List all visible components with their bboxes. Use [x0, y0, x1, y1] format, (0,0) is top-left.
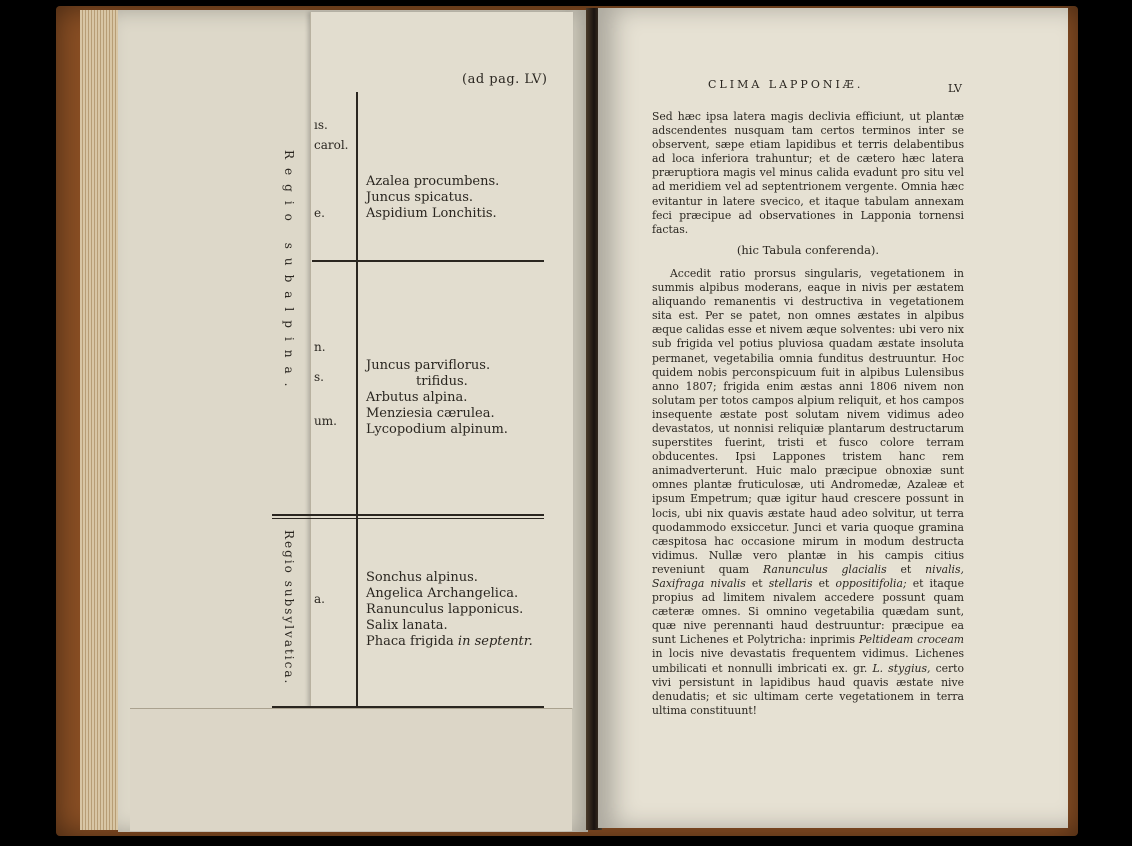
plant-name: trifidus. [416, 374, 468, 389]
table-row-rule [312, 260, 544, 262]
plant-name: Angelica Archangelica. [366, 586, 519, 601]
plant-name: Ranunculus lapponicus. [366, 602, 524, 617]
region-label-subsylvatica: Regio subsylvatica. [282, 530, 296, 686]
cut-fragment: n. [314, 340, 326, 354]
table-bottom-rule [272, 706, 544, 708]
paragraph-2: Accedit ratio prorsus singularis, vegetationem in summis alpibus moderans, eaque in nivis per æstatem aliquando remanentis vi destructiva in vegetationem sita est. Per se patet, non omnes æstates in alpibus æque calidas esse et nivem æque solventes: ubi vero nix sub frigida vel potius pluviosa quadam æstate insoluta permanet, vegetabilia omnia funditus destruuntur. Hoc quidem nobis perconspicuum fuit in alpibus Lulensibus anno 1807; frigida enim æstas anni 1806 nivem non solutam per totos campos alpium reliquit, et hos campos insequente æstate post solutam nivem vidimus adeo devastatos, ut nonnisi reliquiæ plantarum destructarum superstites fuerint, tristi et fusco colore terram obducentes. Ipsi Lappones tristem hanc rem animadverterunt. Huic malo præcipue obnoxiæ sunt omnes plantæ fruticulosæ, uti Andromedæ, Azaleæ et ipsum Empetrum; quæ igitur haud crescere possunt in locis, ubi nix quavis æstate haud adeo solvitur, ut terra quodammodo exsiccetur. Junci et varia quoque gramina cæspitosa hac occasione mirum in modum destructa vidimus. Nullæ vero plantæ in his campis citius reveniunt quam Ranunculus glacialis et nivalis, Saxifraga nivalis et stellaris et oppositifolia; et itaque propius ad limitem nivalem accedere possunt quam cæteræ omnes. Si omnino vegetabilia quædam sunt, quæ nive perennanti haud destruuntur: præcipue ea sunt Lichenes et Polytricha: inprimis Peltideam croceam in locis nive devastatis frequentem vidimus. Lichenes umbilicati et nonnulli imbricati ex. gr. L. stygius, certo vivi persistunt in lapidibus haud quavis æstate nive denudatis; et sic ultimam certe vegetationem in terra ultima constituunt! [652, 266, 965, 717]
plant-name: Lycopodium alpinum. [366, 422, 508, 437]
cut-fragment: s. [314, 370, 324, 384]
cut-fragment: carol. [314, 138, 349, 152]
table-reference: (ad pag. LV) [462, 72, 548, 87]
plant-name: Juncus spicatus. [366, 190, 473, 205]
plant-name-last [366, 634, 533, 650]
running-head: CLIMA LAPPONIÆ. [708, 78, 864, 91]
plant-name: Arbutus alpina. [366, 390, 468, 405]
plant-name: Sonchus alpinus. [366, 570, 478, 585]
table-note: (hic Tabula conferenda). [736, 242, 880, 257]
plant-name-note: in septentr. [457, 634, 533, 649]
page-edges [80, 10, 120, 830]
plant-name: Menziesia cærulea. [366, 406, 495, 421]
plant-name: Salix lanata. [366, 618, 448, 633]
plant-name-text: Phaca frigida [366, 634, 454, 649]
table-row-rule [272, 518, 544, 519]
body-text [652, 110, 964, 718]
cut-fragment: ıs. [314, 118, 328, 132]
cut-fragment: um. [314, 414, 337, 428]
page-number: LV [948, 82, 962, 95]
foldout-bottom-flap [130, 708, 572, 831]
table-column-rule [356, 92, 358, 708]
plant-name: Juncus parviflorus. [366, 358, 491, 373]
region-label-subalpina: Regio subalpina. [282, 150, 296, 396]
cut-fragment: a. [314, 592, 325, 606]
plant-name: Aspidium Lonchitis. [366, 206, 497, 221]
paragraph-1: Sed hæc ipsa latera magis declivia efficiunt, ut plantæ adscendentes nusquam tam certos terminos inter se observent, sæpe etiam lapidibus et terris delabentibus ad loca inferiora trahuntur; et de cætero hæc latera præruptiora magis vel minus calida evadunt pro situ vel ad meridiem vel ad septentrionem vergente. Omnia hæc evitantur in latere svecico, et itaque tabulam annexam feci præcipue ad observationes in Lapponia tornensi factas. [652, 110, 964, 236]
plant-name: Azalea procumbens. [366, 174, 500, 189]
table-row-rule [272, 514, 544, 516]
cut-fragment: e. [314, 206, 325, 220]
